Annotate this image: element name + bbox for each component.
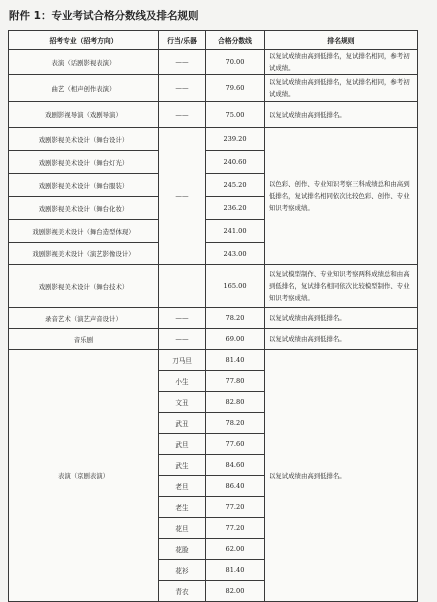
major-cell: 戏剧影视美术设计（演艺影像设计） — [9, 243, 159, 265]
page-heading: 附件 1：专业考试合格分数线及排名规则 — [9, 10, 199, 22]
score-cell: 82.00 — [206, 581, 265, 602]
score-cell: 69.00 — [206, 329, 265, 350]
score-cell: 78.20 — [206, 308, 265, 329]
rule-cell: 以复试成绩由高到低排名，复试排名相同，参考初试成绩。 — [265, 75, 418, 102]
major-cell: 表演（话剧影视表演） — [9, 50, 159, 75]
score-cell: 245.20 — [206, 174, 265, 197]
major-cell: 戏剧影视美术设计（舞台化妆） — [9, 197, 159, 220]
header-row — [9, 31, 418, 50]
rule-cell: 以复试成绩由高到低排名。 — [265, 308, 418, 329]
role-cell: 武丑 — [159, 413, 206, 434]
rule-cell: 以复试成绩由高到低排名。 — [265, 350, 418, 602]
table-row — [9, 50, 418, 75]
role-cell: —— — [159, 102, 206, 128]
major-cell: 戏剧影视美术设计（舞台技术） — [9, 265, 159, 308]
score-cell: 70.00 — [206, 50, 265, 75]
score-cell: 77.80 — [206, 371, 265, 392]
score-cell: 240.60 — [206, 151, 265, 174]
score-cell: 77.20 — [206, 518, 265, 539]
role-cell: 老生 — [159, 497, 206, 518]
score-cell: 241.00 — [206, 220, 265, 243]
table-row — [9, 329, 418, 350]
rule-cell: 以复试成绩由高到低排名。 — [265, 329, 418, 350]
header-major: 招考专业（招考方向） — [9, 31, 159, 50]
role-cell: 花脸 — [159, 539, 206, 560]
role-cell: —— — [159, 50, 206, 75]
role-cell: 花衫 — [159, 560, 206, 581]
header-score: 合格分数线 — [206, 31, 265, 50]
rule-cell: 以复试成绩由高到低排名，复试排名相同，参考初试成绩。 — [265, 50, 418, 75]
score-cell: 78.20 — [206, 413, 265, 434]
role-cell: 刀马旦 — [159, 350, 206, 371]
rule-cell: 以复试成绩由高到低排名。 — [265, 102, 418, 128]
major-cell: 曲艺（相声创作表演） — [9, 75, 159, 102]
score-cell: 82.80 — [206, 392, 265, 413]
major-cell: 戏剧影视美术设计（舞台服装） — [9, 174, 159, 197]
role-cell: 小生 — [159, 371, 206, 392]
major-cell: 戏剧影视美术设计（舞台设计） — [9, 128, 159, 151]
role-cell: —— — [159, 75, 206, 102]
rule-cell: 以复试模型制作、专业知识考察两科成绩总和由高到低排名，复试排名相同依次比较模型制作、专业知识考察成绩。 — [265, 265, 418, 308]
rule-cell: 以色彩、创作、专业知识考察三科成绩总和由高到低排名，复试排名相同依次比较色彩、创作、专业知识考察成绩。 — [265, 128, 418, 265]
score-cell: 236.20 — [206, 197, 265, 220]
role-cell: 文丑 — [159, 392, 206, 413]
role-cell: —— — [159, 128, 206, 265]
score-cell: 77.60 — [206, 434, 265, 455]
role-cell: 花旦 — [159, 518, 206, 539]
major-cell: 戏剧影视导演（戏剧导演） — [9, 102, 159, 128]
table-row — [9, 265, 418, 308]
role-cell: —— — [159, 329, 206, 350]
role-cell: 武旦 — [159, 434, 206, 455]
role-cell: 老旦 — [159, 476, 206, 497]
role-cell: 青衣 — [159, 581, 206, 602]
major-cell: 戏剧影视美术设计（舞台灯光） — [9, 151, 159, 174]
score-cell: 79.60 — [206, 75, 265, 102]
major-cell: 戏剧影视美术设计（舞台造型体现） — [9, 220, 159, 243]
table-row — [9, 75, 418, 102]
score-cell: 239.20 — [206, 128, 265, 151]
header-rule: 排名规则 — [265, 31, 418, 50]
major-cell: 音乐剧 — [9, 329, 159, 350]
score-cell: 165.00 — [206, 265, 265, 308]
score-table — [8, 30, 418, 602]
score-cell: 77.20 — [206, 497, 265, 518]
major-cell: 录音艺术（演艺声音设计） — [9, 308, 159, 329]
role-cell — [159, 265, 206, 308]
table-row — [9, 308, 418, 329]
score-cell: 75.00 — [206, 102, 265, 128]
score-cell: 84.60 — [206, 455, 265, 476]
table-row — [9, 128, 418, 151]
role-cell: —— — [159, 308, 206, 329]
score-cell: 243.00 — [206, 243, 265, 265]
score-cell: 62.00 — [206, 539, 265, 560]
score-cell: 81.40 — [206, 350, 265, 371]
score-cell: 86.40 — [206, 476, 265, 497]
table-row — [9, 102, 418, 128]
table-row — [9, 350, 418, 371]
score-cell: 81.40 — [206, 560, 265, 581]
role-cell: 武生 — [159, 455, 206, 476]
header-role: 行当/乐器 — [159, 31, 206, 50]
major-cell: 表演（京剧表演） — [9, 350, 159, 602]
